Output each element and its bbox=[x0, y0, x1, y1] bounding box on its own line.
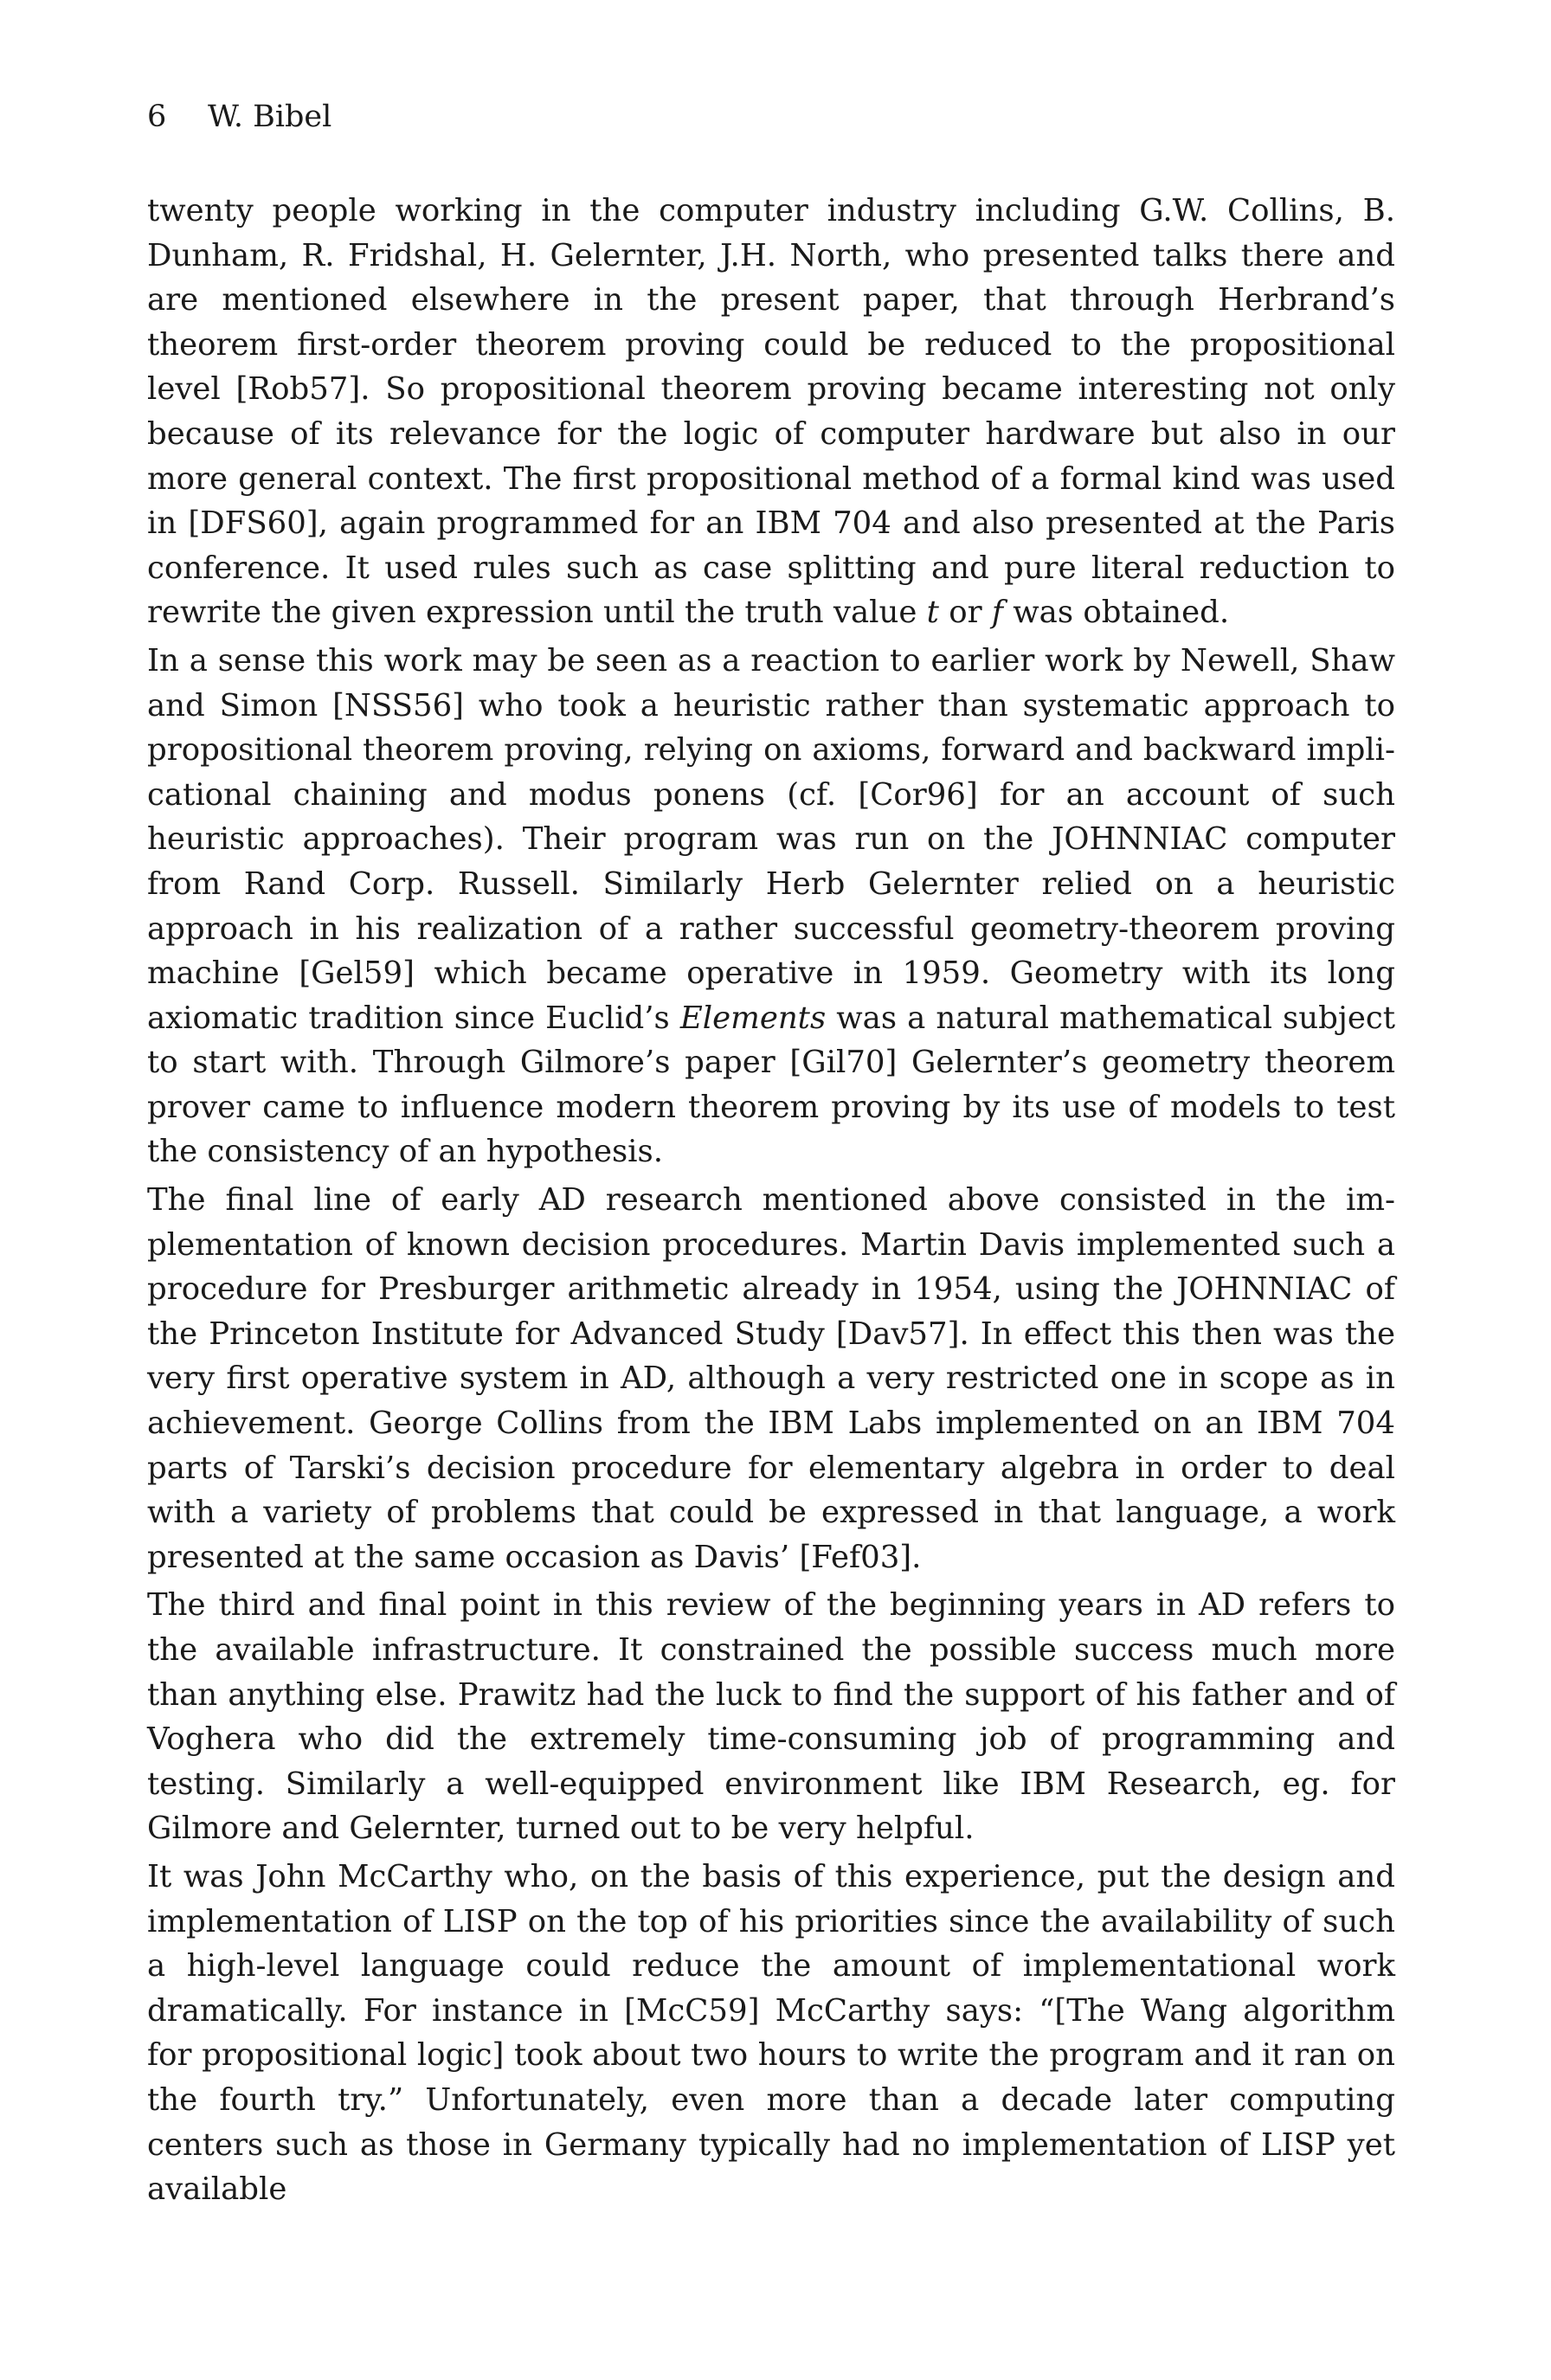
body-text bbox=[147, 189, 1395, 2212]
paragraph-4 bbox=[147, 1583, 1395, 1851]
paragraph-5 bbox=[147, 1855, 1395, 2212]
paragraph-3 bbox=[147, 1178, 1395, 1579]
running-head-author: W. Bibel bbox=[208, 100, 332, 134]
italic-run: t bbox=[926, 595, 939, 631]
running-head bbox=[147, 95, 1395, 138]
text-run: or bbox=[938, 595, 992, 631]
italic-run: f bbox=[991, 595, 1004, 631]
italic-run: Elements bbox=[679, 1000, 827, 1036]
paragraph-2 bbox=[147, 639, 1395, 1174]
text-run: The third and final point in this review of the beginning years in AD refers to the available infrastructure. It constrained the possible success much more than anything else. Prawitz had the luck to find the support of his father and of Voghera who did the extremely time-consuming job of programming and testing. Similarly a well-equipped environment like IBM Research, eg. for Gilmore and Gelernter, turned out to be very helpful. bbox=[147, 1587, 1395, 1847]
text-run: twenty people working in the computer industry including G.W. Collins, B. Dunham, R. Fridshal, H. Gelernter, J.H. North, who presented talks there and are mentioned elsewhere in the present paper, that through Herbrand’s theorem first-order theorem proving could be reduced to the propositional level [Rob57]. So propositional theorem proving became interesting not only because of its relevance for the logic of computer hardware but also in our more general context. The first propositional method of a formal kind was used in [DFS60], again programmed for an IBM 704 and also presented at the Paris conference. It used rules such as case splitting and pure literal reduction to rewrite the given expression until the truth value bbox=[147, 193, 1395, 631]
text-run: The final line of early AD research mentioned above consisted in the implementation of known decision procedures. Martin Davis implemented such a procedure for Presburger arithmetic already in 1954, using the JOHNNIAC of the Princeton Institute for Advanced Study [Dav57]. In effect this then was the very first operative system in AD, although a very restricted one in scope as in achievement. George Collins from the IBM Labs implemented on an IBM 704 parts of Tarski’s decision procedure for elementary algebra in order to deal with a variety of problems that could be expressed in that language, a work presented at the same occasion as Davis’ [Fef03]. bbox=[147, 1182, 1395, 1575]
paragraph-1 bbox=[147, 189, 1395, 635]
page bbox=[147, 95, 1395, 2212]
text-run: It was John McCarthy who, on the basis of this experience, put the design and implementation of LISP on the top of his priorities since the availability of such a high-level language could reduce the amount of implementational work dramatically. For instance in [McC59] McCarthy says: “[The Wang algorithm for propositional logic] took about two hours to write the program and it ran on the fourth try.” Unfortunately, even more than a decade later computing centers such as those in Germany typically had no implementation of LISP yet available bbox=[147, 1858, 1395, 2208]
text-run: was a natural mathematical subject to start with. Through Gilmore’s paper [Gil70] Gelernter’s geometry theorem prover came to influence modern theorem proving by its use of models to test the consistency of an hypothesis. bbox=[147, 1000, 1395, 1170]
text-run: In a sense this work may be seen as a reaction to earlier work by Newell, Shaw and Simon [NSS56] who took a heuristic rather than systematic approach to propositional theorem proving, relying on axioms, forward and backward implicational chaining and modus ponens (cf. [Cor96] for an account of such heuristic approaches). Their program was run on the JOHNNIAC computer from Rand Corp. Russell. Similarly Herb Gelernter relied on a heuristic approach in his realization of a rather successful geometry-theorem proving machine [Gel59] which became operative in 1959. Geometry with its long axiomatic tradition since Euclid’s bbox=[147, 642, 1395, 1036]
page-number: 6 bbox=[147, 100, 167, 134]
text-run: was obtained. bbox=[1003, 595, 1230, 631]
